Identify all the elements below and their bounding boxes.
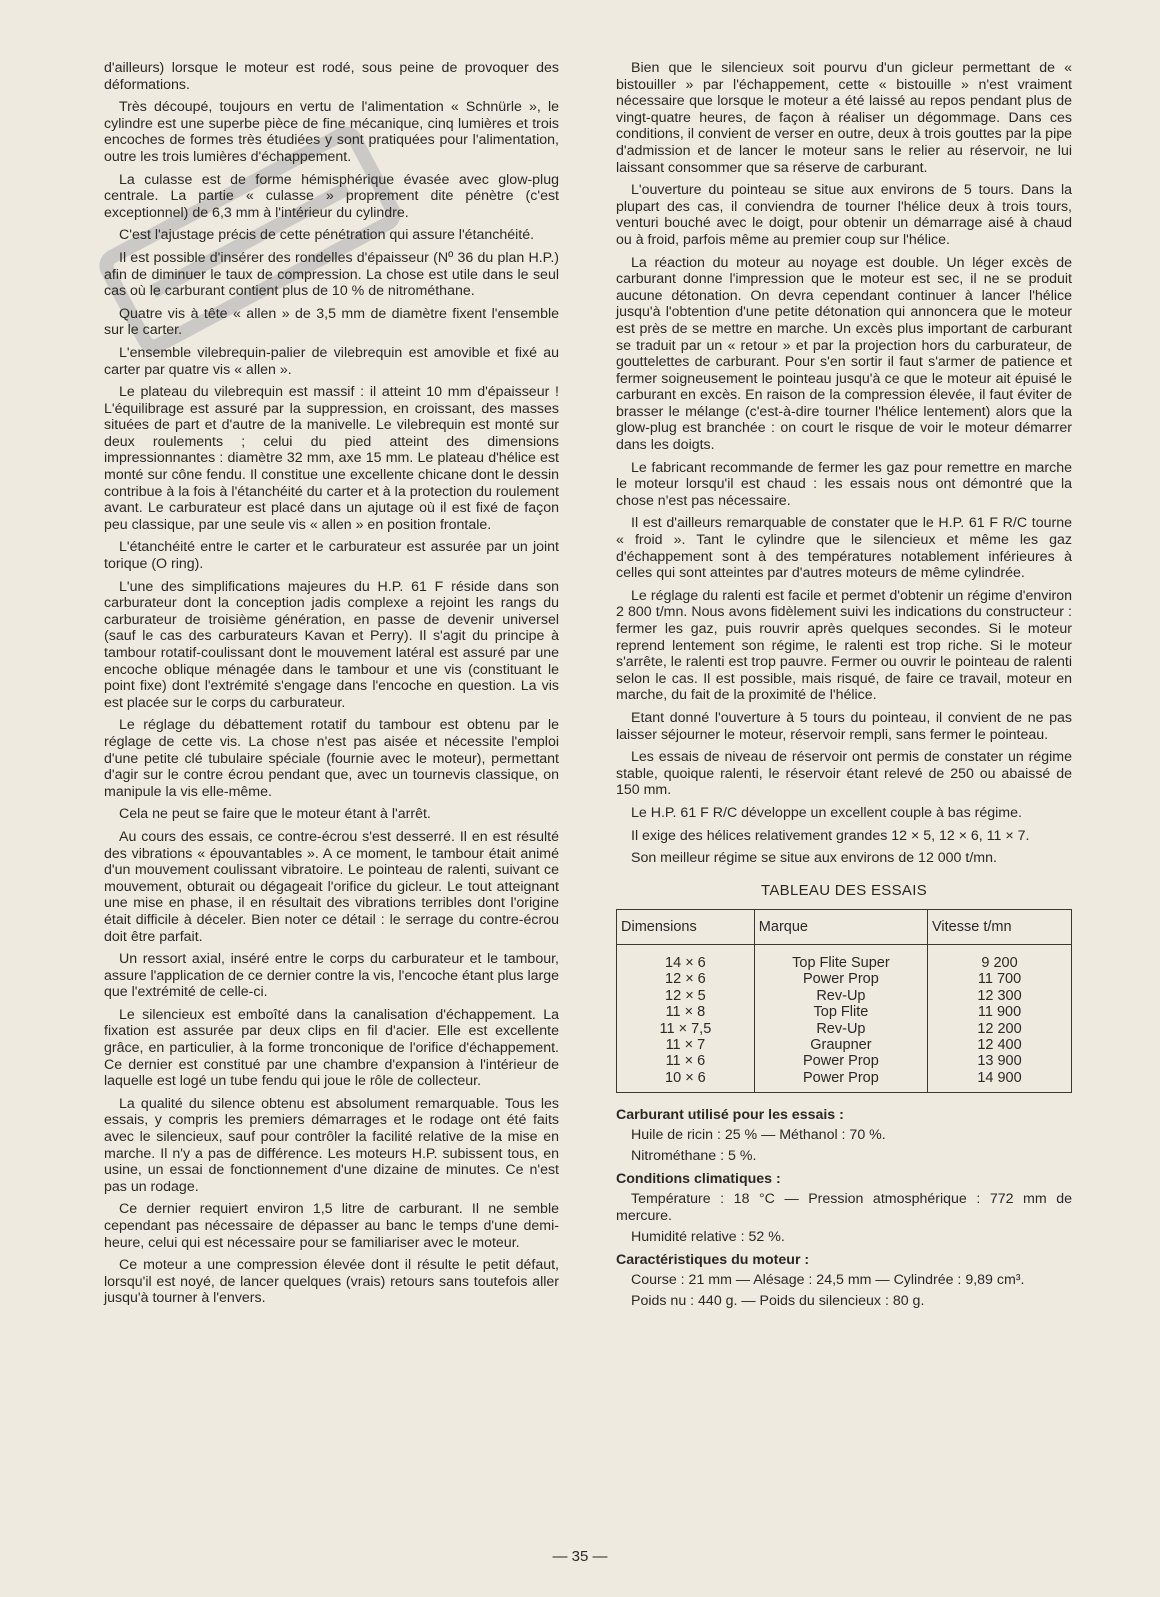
table-row [617,971,1072,987]
table-cell: 11 × 7,5 [617,1021,755,1037]
spec-heading: Carburant utilisé pour les essais : [616,1107,844,1124]
table-cell: Power Prop [754,1070,927,1093]
paragraph: Ce moteur a une compression élevée dont il résulte le petit défaut, lorsqu'il est noyé, de lancer quelques (vrais) retours sans toutefois aller jusqu'à tourner à l'envers. [104,1257,559,1307]
table-row [617,1053,1072,1069]
spec-line: Huile de ricin : 25 % — Méthanol : 70 %. [631,1127,886,1144]
table-row [617,1070,1072,1093]
table-row [617,1037,1072,1053]
right-column [616,60,1072,1314]
table-cell: 10 × 6 [617,1070,755,1093]
table-cell: 12 × 6 [617,971,755,987]
paragraph: Il est possible d'insérer des rondelles d'épaisseur (Nº 36 du plan H.P.) afin de diminuer le taux de compression. La chose est utile dans le seul cas où le carburant contient plus de 10 % de nitrométhane. [104,249,559,300]
paragraph: Ce dernier requiert environ 1,5 litre de carburant. Il ne semble cependant pas nécessaire de dépasser au banc le temps d'une demi-heure, celui qui est nécessaire pour se familiariser avec le moteur. [104,1201,559,1251]
table-cell: 11 700 [928,971,1072,987]
paragraph: Il exige des hélices relativement grandes 12 × 5, 12 × 6, 11 × 7. [631,827,1030,844]
header-dimensions: Dimensions [617,910,755,945]
paragraph: Le réglage du ralenti est facile et permet d'obtenir un régime d'environ 2 800 t/mn. Nous avons fidèlement suivi les indications du constructeur : fermer les gaz, puis rouvrir après quelques secondes. Si le moteur reprend lentement son régime, le ralenti est trop riche. Si le moteur s'arrête, le ralenti est trop pauvre. Fermer ou ouvrir le pointeau de ralenti selon le cas. Il est possible, mais risqué, de faire ce travail, moteur en marche, du fait de la proximité de l'hélice. [616,587,1072,704]
paragraph: La réaction du moteur au noyage est double. Un léger excès de carburant donne l'impression que le moteur est sec, il ne se produit aucune détonation. On devra cependant continuer à lancer l'hélice jusqu'à l'obtention d'une petite détonation qui annoncera que le moteur est près de se mettre en marche. Un excès plus important de carburant se traduit par un « retour » et par la projection hors du carburateur, de gouttelettes de carburant. Pour s'en sortir il faut s'armer de patience et fermer soigneusement le pointeau jusqu'à ce que le moteur ait épuisé le carburant en excès. En raison de la compression élevée, il faut éviter de brasser le mélange (c'est-à-dire tourner l'hélice lentement) alors que la glow-plug est branchée : on court le risque de voir le moteur démarrer dans les doigts. [616,254,1072,454]
table-cell: 11 900 [928,1004,1072,1020]
paragraph: La qualité du silence obtenu est absolument remarquable. Tous les essais, y compris les premiers démarrages et le rodage ont été faits avec le silencieux, sauf pour contrôler la facilité relative de la mise en marche. Il n'y a pas de différence. Les moteurs H.P. subissent tous, en usine, un essai de fonctionnement d'une dizaine de minutes. Ce n'est pas un rodage. [104,1095,559,1195]
table-row [617,988,1072,1004]
table-cell: 11 × 6 [617,1053,755,1069]
table-cell: Top Flite [754,1004,927,1020]
tests-table [616,909,1072,1093]
paragraph: Très découpé, toujours en vertu de l'alimentation « Schnürle », le cylindre est une superbe pièce de fine mécanique, cinq lumières et trois encoches de formes très étudiées y sont pratiquées pour l'alimentation, outre les trois lumières d'échappement. [104,99,559,165]
spec-heading: Conditions climatiques : [616,1171,781,1188]
paragraph: Au cours des essais, ce contre-écrou s'est desserré. Il en est résulté des vibrations « épouvantables ». A ce moment, le tambour était animé d'un mouvement coulissant vibratoire. Le pointeau de ralenti, suivant ce mouvement, obturait ou dégageait l'orifice du gicleur. Le tout atteignant une mise en phase, il en résultait des vibrations terribles dont l'origine était difficile à déceler. Bien noter ce détail : le serrage du contre-écrou doit être parfait. [104,828,559,945]
table-cell: Graupner [754,1037,927,1053]
paragraph: Le silencieux est emboîté dans la canalisation d'échappement. La fixation est assurée par deux clips en fil d'acier. Elle est excellente grâce, en particulier, à la forme tronconique de l'orifice d'échappement. Ce dernier est constitué par une chambre d'expansion à l'intérieur de laquelle est logé un tube fendu qui joue le rôle de collecteur. [104,1006,559,1090]
paragraph: L'étanchéité entre le carter et le carburateur est assurée par un joint torique (O ring). [104,539,559,573]
spec-line: Humidité relative : 52 %. [631,1229,785,1246]
table-cell: 11 × 8 [617,1004,755,1020]
right-column-text [616,60,1072,867]
table-cell: Rev-Up [754,988,927,1004]
paragraph: L'ensemble vilebrequin-palier de vilebrequin est amovible et fixé au carter par quatre vis « allen ». [104,344,559,378]
paragraph: d'ailleurs) lorsque le moteur est rodé, sous peine de provoquer des déformations. [104,60,559,93]
paragraph: La culasse est de forme hémisphérique évasée avec glow-plug centrale. La partie « culasse » proprement dite pénètre (c'est exceptionnel) de 6,3 mm à l'intérieur du cylindre. [104,171,559,221]
spec-line: Poids nu : 440 g. — Poids du silencieux : 80 g. [631,1293,925,1310]
paragraph: Le réglage du débattement rotatif du tambour est obtenu par le réglage de cette vis. La chose n'est pas aisée et nécessite l'emploi d'une petite clé tubulaire spéciale (fournie avec le moteur), permettant d'agir sur le contre écrou pendant que, avec un tournevis classique, on manipule la vis elle-même. [104,717,559,800]
table-cell: 12 300 [928,988,1072,1004]
table-cell: Top Flite Super [754,944,927,971]
table-row [617,1021,1072,1037]
table-cell: Rev-Up [754,1021,927,1037]
paragraph: Le H.P. 61 F R/C développe un excellent couple à bas régime. [631,804,1022,821]
table-cell: 12 400 [928,1037,1072,1053]
paragraph: Etant donné l'ouverture à 5 tours du pointeau, il convient de ne pas laisser séjourner le moteur, réservoir rempli, sans fermer le pointeau. [616,709,1072,743]
table-row [617,944,1072,971]
table-header-row [617,910,1072,945]
spec-heading: Caractéristiques du moteur : [616,1252,810,1269]
test-conditions [616,1107,1072,1310]
page-number: — 35 — [552,1548,608,1565]
table-cell: 9 200 [928,944,1072,971]
table-body [617,944,1072,1092]
table-cell: 12 200 [928,1021,1072,1037]
table-cell: 14 900 [928,1070,1072,1093]
paragraph: Le plateau du vilebrequin est massif : il atteint 10 mm d'épaisseur ! L'équilibrage est assuré par la suppression, en croissant, des masses situées de part et d'autre de la manivelle. Le vilebrequin est monté sur deux roulements ; celui du pied atteint des dimensions impressionnantes : diamètre 32 mm, axe 15 mm. Le plateau d'hélice est monté sur cône fendu. Il constitue une excellente chicane dont le dessin contribue à la fois à l'étanchéité du carter et à la protection du roulement avant. Le carburateur est placé dans un ajutage où il est fixé de façon peu classique, par une seule vis « allen » en position frontale. [104,384,559,533]
paragraph: L'une des simplifications majeures du H.P. 61 F réside dans son carburateur dont la conception jadis complexe a rejoint les rangs du carburateur de troisième génération, en passe de devenir universel (sauf le cas des carburateurs Kavan et Perry). Il s'agit du principe à tambour rotatif-coulissant dont le mouvement latéral est assuré par une encoche oblique ménagée dans le tambour et une vis (constituant le point fixe) dont l'extrémité s'engage dans l'encoche en question. La vis est placée sur le corps du carburateur. [104,578,559,711]
left-column [104,60,559,1313]
table-cell: Power Prop [754,971,927,987]
table-title: TABLEAU DES ESSAIS [760,881,927,899]
paragraph: Son meilleur régime se situe aux environs de 12 000 t/mn. [631,850,997,867]
header-vitesse: Vitesse t/mn [928,910,1072,945]
table-cell: Power Prop [754,1053,927,1069]
paragraph: Les essais de niveau de réservoir ont permis de constater un régime stable, quoique ralenti, le réservoir étant relevé de 250 ou abaissé de 150 mm. [616,749,1072,799]
paragraph: Quatre vis à tête « allen » de 3,5 mm de diamètre fixent l'ensemble sur le carter. [104,305,559,339]
table-cell: 11 × 7 [617,1037,755,1053]
table-cell: 13 900 [928,1053,1072,1069]
paragraph: Bien que le silencieux soit pourvu d'un gicleur permettant de « bistouiller » par l'échappement, cette « bistouille » n'est vraiment nécessaire que lorsque le moteur a été laissé au repos pendant plus de vingt-quatre heures, de façon à réaliser un dégommage. Dans ces conditions, il convient de verser en outre, deux à trois gouttes par la pipe d'admission et de lancer le moteur sans le relier au réservoir, ne lui laissant consommer que sa réserve de carburant. [616,60,1072,176]
paragraph: Il est d'ailleurs remarquable de constater que le H.P. 61 F R/C tourne « froid ». Tant le cylindre que le silencieux et même les gaz d'échappement sont à des températures notablement inférieures à celles qui sont atteintes par d'autres moteurs de même cylindrée. [616,515,1072,582]
paragraph: Un ressort axial, inséré entre le corps du carburateur et le tambour, assure l'application de ce dernier contre la vis, l'encoche étant plus large que l'extrémité de celle-ci. [104,951,559,1001]
paragraph: L'ouverture du pointeau se situe aux environs de 5 tours. Dans la plupart des cas, il conviendra de tourner l'hélice deux à trois tours, venturi bouché avec le doigt, pour obtenir un démarrage aisé à chaud ou à froid, parfois même au premier coup sur l'hélice. [616,182,1072,248]
table-cell: 14 × 6 [617,944,755,971]
spec-line: Course : 21 mm — Alésage : 24,5 mm — Cylindrée : 9,89 cm³. [631,1272,1025,1289]
table-cell: 12 × 5 [617,988,755,1004]
paragraph: Cela ne peut se faire que le moteur étant à l'arrêt. [119,806,431,823]
paragraph: C'est l'ajustage précis de cette pénétration qui assure l'étanchéité. [119,227,535,244]
table-row [617,1004,1072,1020]
header-marque: Marque [754,910,927,945]
paragraph: Le fabricant recommande de fermer les gaz pour remettre en marche le moteur lorsqu'il est chaud : les essais nous ont démontré que la chose n'est pas nécessaire. [616,459,1072,509]
spec-line: Température : 18 °C — Pression atmosphérique : 772 mm de mercure. [616,1191,1072,1225]
spec-line: Nitrométhane : 5 %. [631,1148,757,1165]
